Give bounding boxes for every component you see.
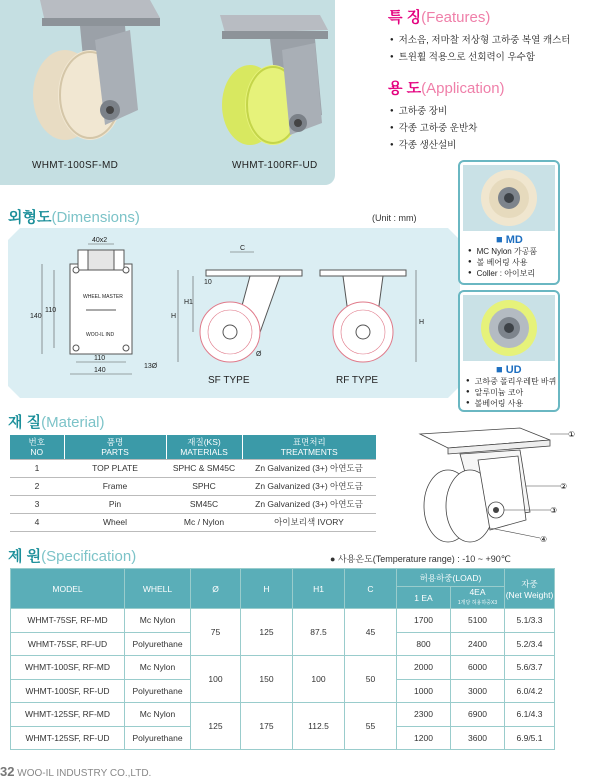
photo-caption-right: WHMT-100RF-UD (232, 160, 318, 171)
photo-caption-left: WHMT-100SF-MD (32, 160, 119, 171)
table-row: WHMT-75SF, RF-UD Polyurethane 800 2400 5.2/3.4 (11, 632, 555, 656)
callout-2: ② (560, 482, 568, 491)
table-header-row: 번호 NO 품명 PARTS 재질(KS) MATERIALS 표면처리 TREATMENTS (10, 435, 376, 459)
list-item: ● Coller : 아이보리 (468, 268, 558, 279)
application-title: 용 도(Application) (388, 80, 505, 97)
company-name: WOO-IL INDUSTRY CO.,LTD. (17, 768, 152, 779)
dim-bottom-110: 110 (94, 355, 106, 362)
dim-c: C (240, 245, 246, 252)
features-title: 특 징(Features) (388, 9, 491, 26)
material-title: 재 질(Material) (8, 414, 105, 431)
list-item: ● 볼베어링 사용 (466, 398, 558, 409)
plate-stamp-bottom: WOO-IL IND (86, 332, 115, 338)
list-item: ● 고하중 폴리우레탄 바퀴 (466, 376, 558, 387)
caster-photo-ud (210, 5, 335, 155)
md-option-box (458, 160, 560, 285)
list-item: ● 트윈휠 적용으로 선회력이 우수함 (390, 49, 570, 66)
dim-h-sf: H (171, 313, 177, 320)
table-row: 2 Frame SPHC Zn Galvanized (3+) 아연도금 (10, 477, 376, 495)
ud-option-box (458, 290, 560, 412)
list-item: ● MC Nylon 가공품 (468, 246, 558, 257)
application-list (390, 103, 477, 154)
table-header-row: 1 EA 4EA 1개당 허용하중X3 (11, 587, 555, 609)
md-image (463, 165, 555, 231)
dim-h1: H1 (184, 299, 193, 306)
table-row: WHMT-100SF, RF-UD Polyurethane 1000 3000 6.0/4.2 (11, 679, 555, 703)
list-item: ● 볼 베어링 사용 (468, 257, 558, 268)
material-table (10, 435, 376, 532)
table-row: WHMT-75SF, RF-MD Mc Nylon 75 125 87.5 45 1700 5100 5.1/3.3 (11, 609, 555, 633)
spec-table (10, 568, 555, 750)
unit-label: (Unit : mm) (372, 213, 417, 223)
dimensions-title: 외형도(Dimensions) (8, 209, 140, 226)
md-title: ■ MD (496, 234, 523, 246)
ud-list (460, 376, 558, 409)
sf-type-label: SF TYPE (208, 375, 250, 386)
table-header-row: MODEL WHELL Ø H H1 C 허용하중(LOAD) 자중 (Net Weight) (11, 569, 555, 587)
dim-left-110: 110 (45, 307, 57, 314)
callout-4: ④ (540, 535, 548, 544)
dim-top-width: 40x2 (92, 237, 108, 244)
plate-stamp-top: WHEEL MASTER (83, 294, 123, 300)
dim-hole: 13Ø (144, 363, 158, 370)
table-row: 1 TOP PLATE SPHC & SM45C Zn Galvanized (3+) 아연도금 (10, 459, 376, 477)
list-item: ● 고하중 장비 (390, 103, 477, 120)
dim-dia: Ø (256, 351, 262, 358)
temperature-range: ● 사용온도(Temperature range) : -10 ~ +90℃ (330, 554, 511, 564)
caster-photo-md (20, 0, 170, 150)
dim-bottom-140: 140 (94, 367, 106, 374)
list-item: ● 각종 고하중 운반차 (390, 120, 477, 137)
dim-h-rf: H (419, 319, 425, 326)
table-row: WHMT-125SF, RF-UD Polyurethane 1200 3600 6.9/5.1 (11, 726, 555, 750)
page-number: 32 (0, 764, 15, 779)
list-item: ● 저소음, 저마찰 저상형 고하중 복열 캐스터 (390, 32, 570, 49)
ud-image (463, 295, 555, 361)
table-row: 4 Wheel Mc / Nylon 아이보리색 IVORY (10, 513, 376, 531)
caster-line-drawing (400, 420, 590, 550)
features-list (390, 32, 570, 66)
dimension-drawing (8, 228, 460, 398)
spec-title: 제 원(Specification) (8, 548, 137, 565)
list-item: ● 각종 생산설비 (390, 137, 477, 154)
table-row: WHMT-100SF, RF-MD Mc Nylon 100 150 100 50 2000 6000 5.6/3.7 (11, 656, 555, 680)
callout-3: ③ (550, 506, 558, 515)
table-row: 3 Pin SM45C Zn Galvanized (3+) 아연도금 (10, 495, 376, 513)
list-item: ● 알루미늄 코아 (466, 387, 558, 398)
product-photo-panel (0, 0, 335, 185)
table-row: WHMT-125SF, RF-MD Mc Nylon 125 175 112.5 55 2300 6900 6.1/4.3 (11, 703, 555, 727)
md-list (460, 246, 558, 279)
dim-left-140: 140 (30, 313, 42, 320)
dim-10: 10 (204, 279, 212, 286)
rf-type-label: RF TYPE (336, 375, 379, 386)
ud-title: ■ UD (496, 364, 522, 376)
callout-1: ① (568, 430, 576, 439)
